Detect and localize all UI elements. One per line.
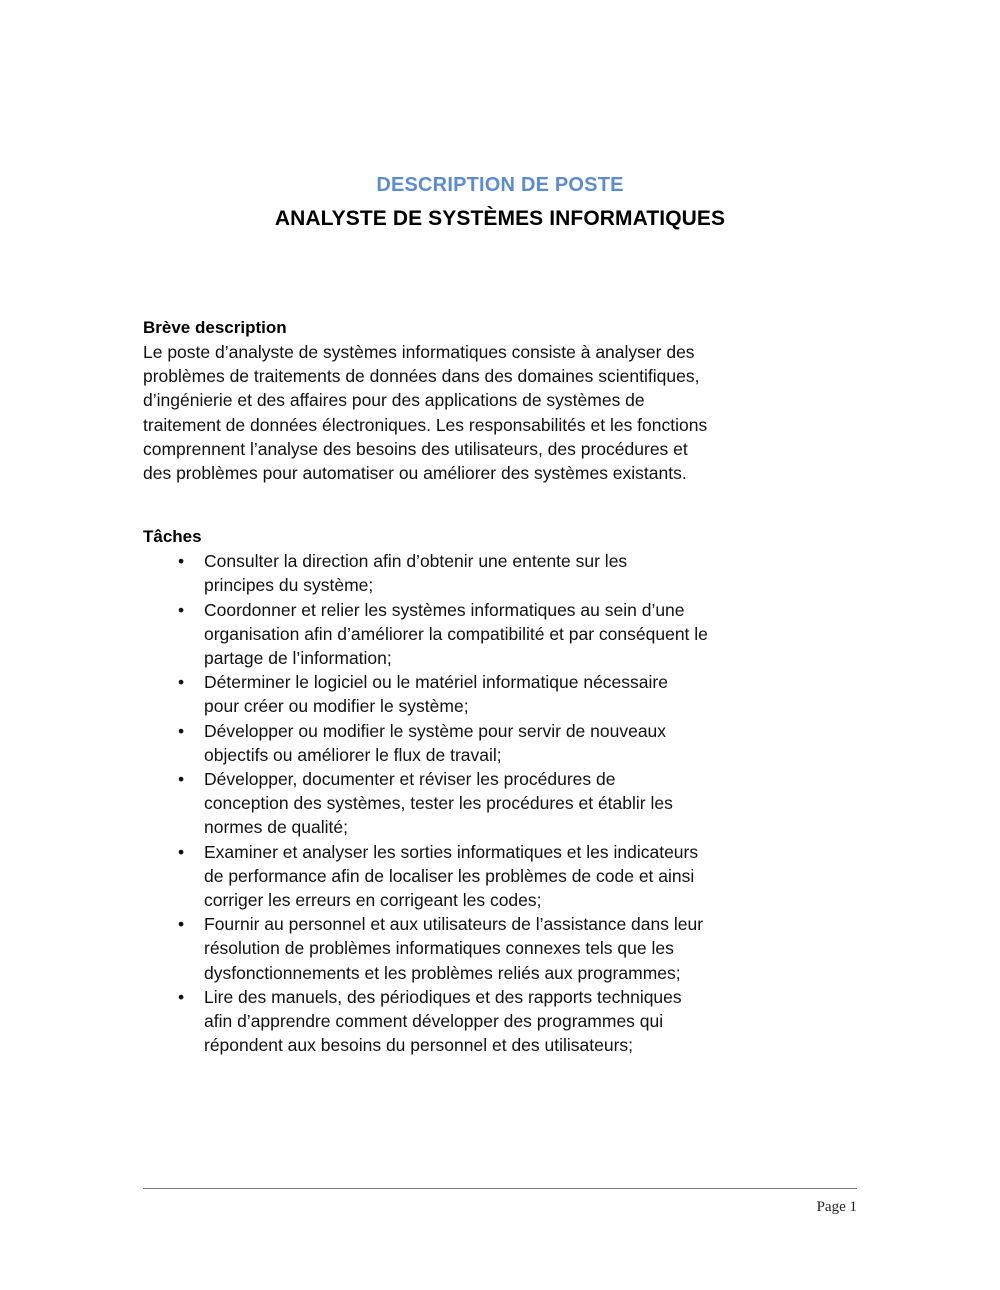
section-tasks [143,525,857,1057]
brief-description-paragraph: Le poste d’analyste de systèmes informatiques consiste à analyser des problèmes de traitements de données dans des domaines scientifiques, d’ingénierie et des affaires pour des applications de systèmes de traitement de données électroniques. Les responsabilités et les fonctions comprennent l’analyse des besoins des utilisateurs, des procédures et des problèmes pour automatiser ou améliorer des systèmes existants. [143,342,708,484]
list-item-label: Consulter la direction afin d’obtenir une entente sur les principes du système; [204,551,628,596]
list-item-label: Coordonner et relier les systèmes informatiques au sein d’une organisation afin d’améliorer la compatibilité et par conséquent le partage de l’information; [204,599,708,669]
bullet-icon: • [178,720,185,741]
document-header [143,0,857,232]
list-item-label: Développer ou modifier le système pour servir de nouveaux objectifs ou améliorer le flux de travail; [204,720,667,765]
list-item-label: Développer, documenter et réviser les procédures de conception des systèmes, tester les procédures et établir les normes de qualité; [204,769,673,838]
page-number: Page 1 [816,1199,857,1215]
list-item-label: Lire des manuels, des périodiques et des rapports techniques afin d’apprendre comment développer des programmes qui répondent aux besoins du personnel et des utilisateurs; [204,986,682,1056]
list-item [143,912,857,985]
section-brief-description [143,316,857,485]
list-item-label: Examiner et analyser les sorties informatiques et les indicateurs de performance afin de localiser les problèmes de code et ainsi corriger les erreurs en corrigeant les codes; [204,841,699,911]
list-item [143,598,857,671]
bullet-icon: • [178,599,185,620]
document-content [143,0,857,1057]
bullet-icon: • [178,551,185,572]
bullet-icon: • [178,986,185,1007]
list-item [143,840,857,913]
bullet-icon: • [178,769,185,790]
list-item [143,767,857,840]
page-footer [143,1188,857,1217]
list-item-label: Déterminer le logiciel ou le matériel informatique nécessaire pour créer ou modifier le système; [204,672,668,717]
list-item [143,670,857,718]
page-title: ANALYSTE DE SYSTÈMES INFORMATIQUES [274,207,726,230]
section-heading-tasks: Tâches [143,527,202,547]
bullet-icon: • [178,672,185,693]
bullet-icon: • [178,914,185,935]
tasks-list [143,549,857,1057]
bullet-icon: • [178,841,185,862]
document-kicker: DESCRIPTION DE POSTE [376,174,624,196]
list-item [143,719,857,767]
list-item [143,985,857,1058]
list-item-label: Fournir au personnel et aux utilisateurs de l’assistance dans leur résolution de problèmes informatiques connexes tels que les dysfonctionnements et les problèmes reliés aux programmes; [204,914,704,983]
section-heading-brief-description: Brève description [143,318,287,337]
list-item [143,549,857,597]
